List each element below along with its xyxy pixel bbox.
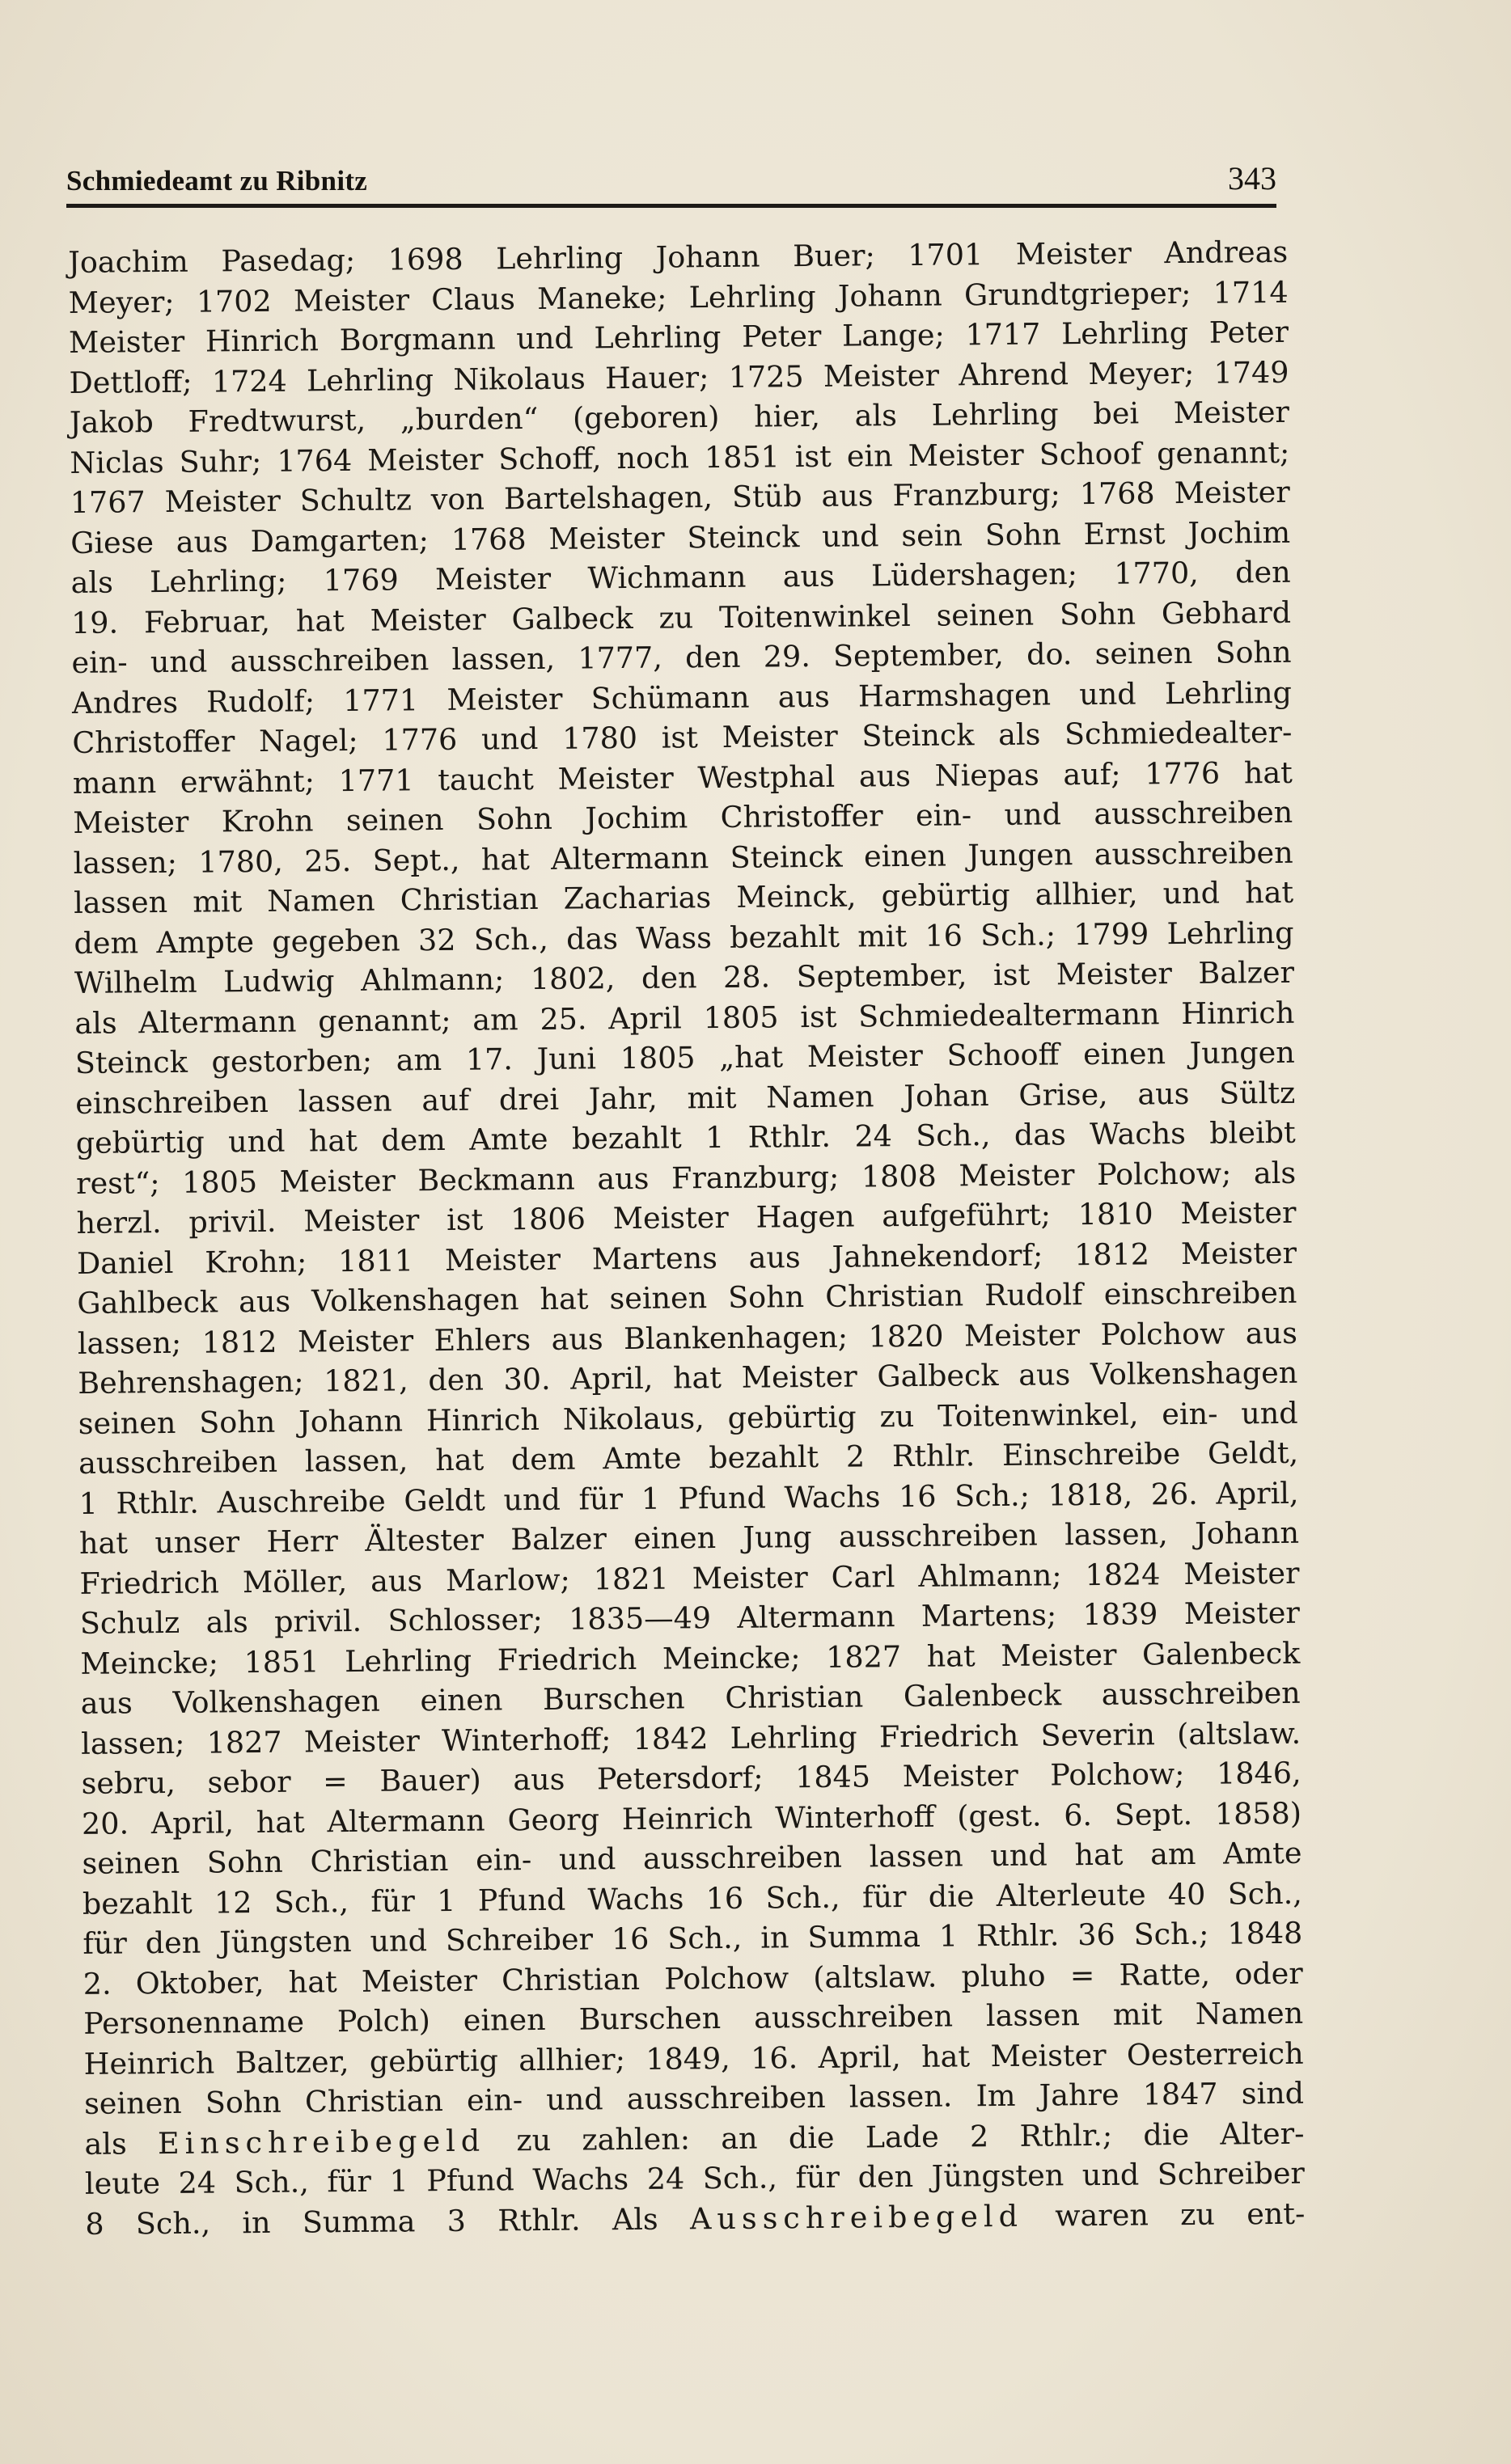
spaced-term-ausschreibegeld: Ausschreibegeld xyxy=(689,2198,1024,2236)
text-line: einschreiben lassen auf drei Jahr, mit Namen Johan Grise, aus Sültz xyxy=(75,1075,1296,1121)
text-line: Niclas Suhr; 1764 Meister Schoff, noch 1851 ist ein Meister Schoof genannt; xyxy=(70,434,1290,480)
text-line: als Altermann genannt; am 25. April 1805 ist Schmiedealtermann Hinrich xyxy=(74,995,1295,1041)
text-line: mann erwähnt; 1771 taucht Meister Westphal aus Niepas auf; 1776 hat xyxy=(72,754,1293,801)
text-line: Wilhelm Ludwig Ahlmann; 1802, den 28. September, ist Meister Balzer xyxy=(74,954,1295,1000)
text-line: Friedrich Möller, aus Marlow; 1821 Meister Carl Ahlmann; 1824 Meister xyxy=(79,1555,1300,1601)
text-line: Meyer; 1702 Meister Claus Maneke; Lehrling Johann Grundtgrieper; 1714 xyxy=(68,274,1289,320)
text-line: Steinck gestorben; am 17. Juni 1805 „hat Meister Schooff einen Jungen xyxy=(74,1034,1295,1080)
text-line: hat unser Herr Ältester Balzer einen Jung ausschreiben lassen, Johann xyxy=(78,1515,1300,1561)
text-line: sebru, sebor = Bauer) aus Petersdorf; 1845 Meister Polchow; 1846, xyxy=(81,1755,1301,1801)
line-segment: 8 Sch., in Summa 3 Rthlr. Als xyxy=(85,2200,691,2242)
text-line: als Lehrling; 1769 Meister Wichmann aus Lüdershagen; 1770, den xyxy=(70,554,1291,600)
text-line: 1767 Meister Schultz von Bartelshagen, Stüb aus Franzburg; 1768 Meister xyxy=(70,474,1290,520)
line-segment: zu zahlen: an die Lade 2 Rthlr.; die Alter- xyxy=(485,2115,1305,2158)
text-line: Dettloff; 1724 Lehrling Nikolaus Hauer; 1725 Meister Ahrend Meyer; 1749 xyxy=(69,354,1289,400)
text-line: Heinrich Baltzer, gebürtig allhier; 1849, 16. April, hat Meister Oesterreich xyxy=(83,2035,1304,2082)
text-line: Personenname Polch) einen Burschen ausschreiben lassen mit Namen xyxy=(83,1995,1304,2041)
running-header xyxy=(66,162,1276,208)
text-line: Behrenshagen; 1821, den 30. April, hat Meister Galbeck aus Volkenshagen xyxy=(78,1355,1298,1401)
text-line: Joachim Pasedag; 1698 Lehrling Johann Buer; 1701 Meister Andreas xyxy=(68,234,1289,280)
text-line: leute 24 Sch., für 1 Pfund Wachs 24 Sch., für den Jüngsten und Schreiber xyxy=(84,2155,1306,2201)
text-line: 19. Februar, hat Meister Galbeck zu Toitenwinkel seinen Sohn Gebhard xyxy=(70,594,1292,640)
line-segment: waren zu ent- xyxy=(1022,2196,1306,2234)
text-line: Gahlbeck aus Volkenshagen hat seinen Sohn Christian Rudolf einschreiben xyxy=(77,1274,1297,1321)
text-line: ein- und ausschreiben lassen, 1777, den 29. September, do. seinen Sohn xyxy=(71,634,1292,680)
text-line: 20. April, hat Altermann Georg Heinrich Winterhoff (gest. 6. Sept. 1858) xyxy=(81,1795,1302,1841)
text-line: seinen Sohn Johann Hinrich Nikolaus, gebürtig zu Toitenwinkel, ein- und xyxy=(78,1395,1298,1441)
text-line: ausschreiben lassen, hat dem Amte bezahlt 2 Rthlr. Einschreibe Geldt, xyxy=(78,1435,1299,1481)
text-line: lassen; 1827 Meister Winterhoff; 1842 Lehrling Friedrich Severin (altslaw. xyxy=(81,1715,1301,1761)
text-line: lassen mit Namen Christian Zacharias Meinck, gebürtig allhier, und hat xyxy=(73,874,1294,920)
text-line: seinen Sohn Christian ein- und ausschreiben lassen. Im Jahre 1847 sind xyxy=(83,2075,1305,2121)
text-line: Schulz als privil. Schlosser; 1835—49 Altermann Martens; 1839 Meister xyxy=(79,1595,1301,1641)
text-line: für den Jüngsten und Schreiber 16 Sch., in Summa 1 Rthlr. 36 Sch.; 1848 xyxy=(83,1915,1303,1961)
text-line: bezahlt 12 Sch., für 1 Pfund Wachs 16 Sch., für die Alterleute 40 Sch., xyxy=(82,1875,1303,1921)
text-line: gebürtig und hat dem Amte bezahlt 1 Rthlr. 24 Sch., das Wachs bleibt xyxy=(75,1114,1296,1160)
text-line: aus Volkenshagen einen Burschen Christian Galenbeck ausschreiben xyxy=(80,1675,1301,1721)
text-line: Andres Rudolf; 1771 Meister Schümann aus Harmshagen und Lehrling xyxy=(71,674,1293,721)
text-line: herzl. privil. Meister ist 1806 Meister Hagen aufgeführt; 1810 Meister xyxy=(76,1194,1297,1240)
text-line: Daniel Krohn; 1811 Meister Martens aus Jahnekendorf; 1812 Meister xyxy=(76,1235,1297,1281)
text-line: Jakob Fredtwurst, „burden“ (geboren) hier, als Lehrling bei Meister xyxy=(69,394,1290,440)
text-line: 2. Oktober, hat Meister Christian Polchow (altslaw. pluho = Ratte, oder xyxy=(83,1955,1303,2001)
text-line: Meister Hinrich Borgmann und Lehrling Peter Lange; 1717 Lehrling Peter xyxy=(68,314,1289,360)
page-number: 343 xyxy=(1228,160,1276,197)
line-segment: als xyxy=(84,2125,159,2162)
spaced-term-einschreibegeld: Einschreibegeld xyxy=(157,2123,486,2161)
running-title: Schmiedeamt zu Ribnitz xyxy=(66,165,368,197)
text-line: Meister Krohn seinen Sohn Jochim Christoffer ein- und ausschreiben xyxy=(73,794,1293,840)
text-line: 1 Rthlr. Auschreibe Geldt und für 1 Pfund Wachs 16 Sch.; 1818, 26. April, xyxy=(78,1475,1299,1521)
text-line: Giese aus Damgarten; 1768 Meister Steinck und sein Sohn Ernst Jochim xyxy=(70,514,1291,560)
body-text xyxy=(68,232,1306,2244)
text-line: lassen; 1780, 25. Sept., hat Altermann Steinck einen Jungen ausschreiben xyxy=(73,835,1293,881)
text-line: Christoffer Nagel; 1776 und 1780 ist Meister Steinck als Schmiedealter- xyxy=(72,714,1293,760)
text-line: Meincke; 1851 Lehrling Friedrich Meincke; 1827 hat Meister Galenbeck xyxy=(80,1635,1301,1681)
text-line: rest“; 1805 Meister Beckmann aus Franzburg; 1808 Meister Polchow; als xyxy=(75,1155,1297,1201)
text-line: dem Ampte gegeben 32 Sch., das Wass bezahlt mit 16 Sch.; 1799 Lehrling xyxy=(74,915,1294,961)
text-line: seinen Sohn Christian ein- und ausschreiben lassen und hat am Amte xyxy=(82,1835,1302,1881)
text-line: lassen; 1812 Meister Ehlers aus Blankenhagen; 1820 Meister Polchow aus xyxy=(77,1315,1298,1361)
